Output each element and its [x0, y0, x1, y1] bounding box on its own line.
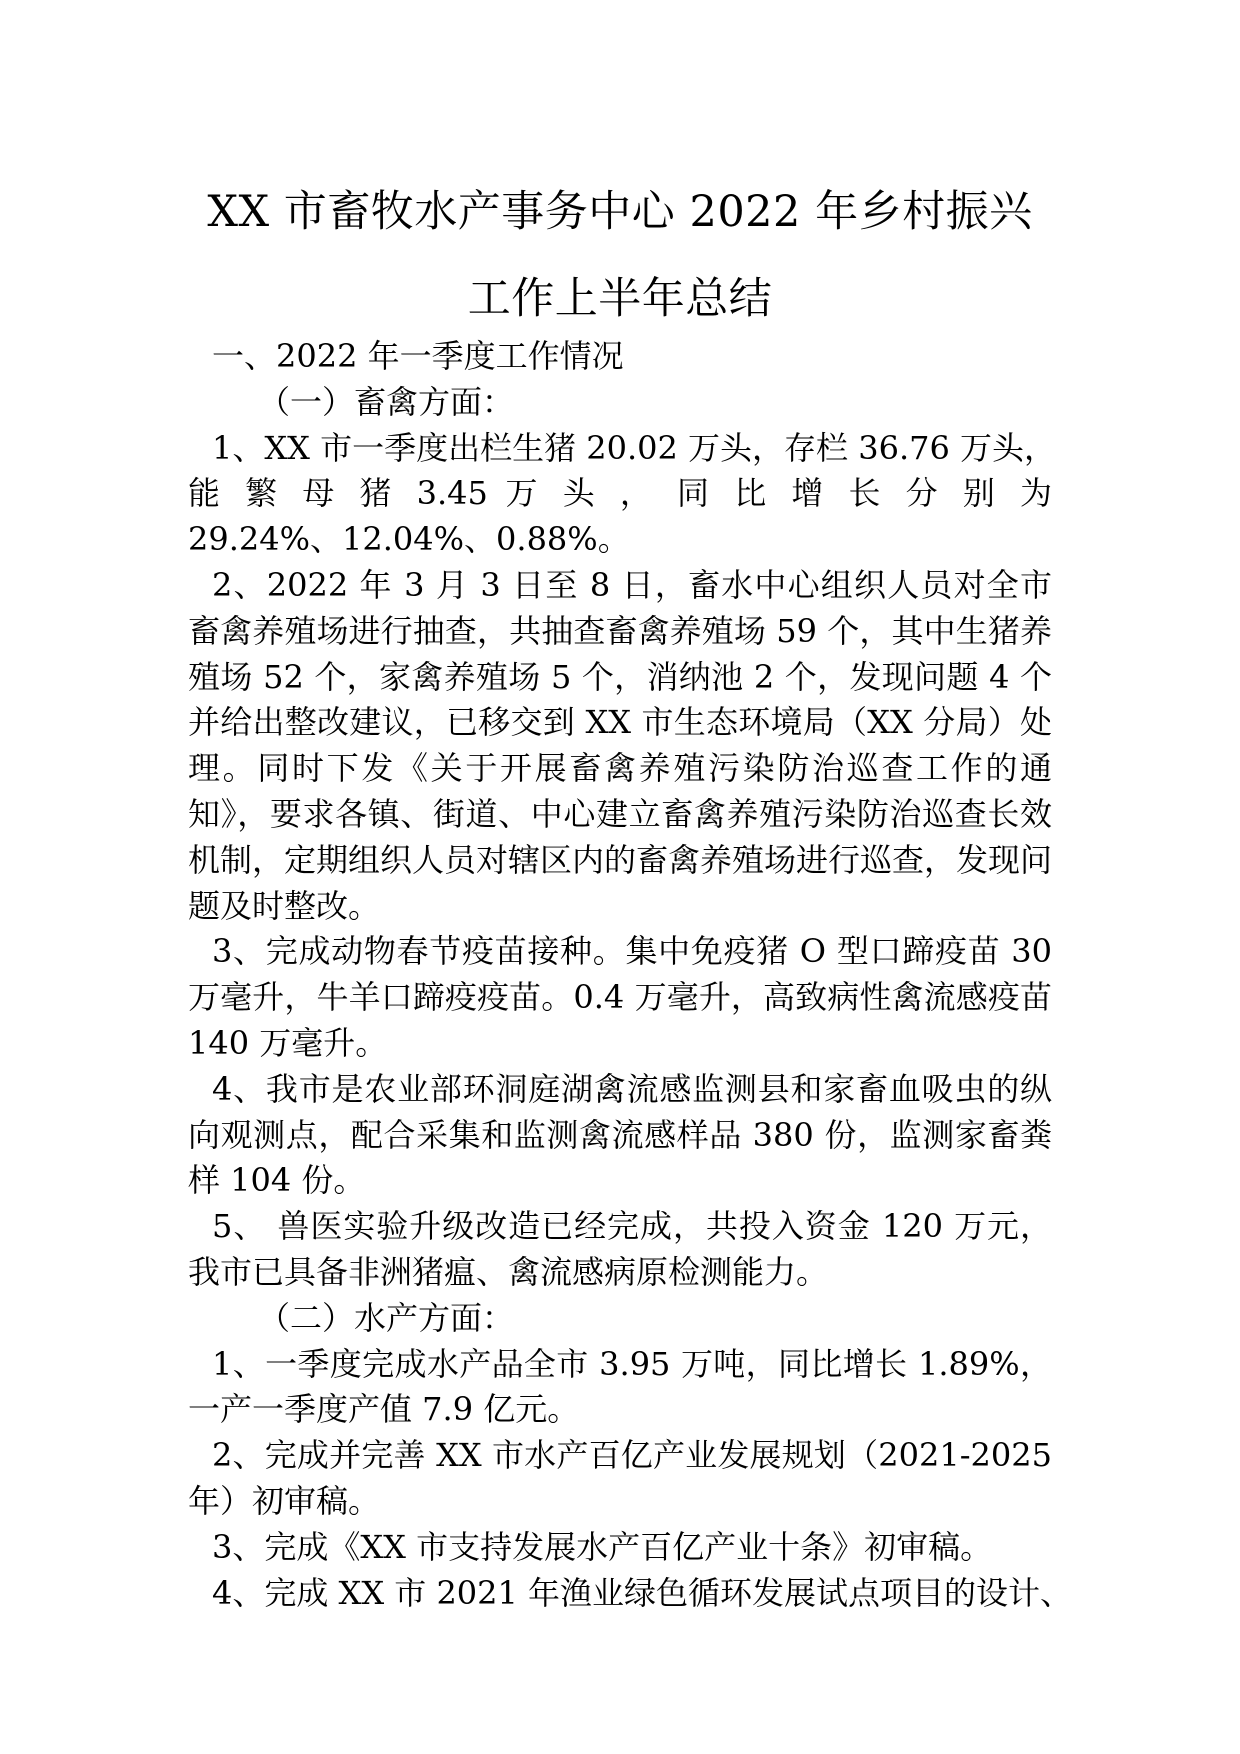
livestock-item-1-line-3: 29.24%、12.04%、0.88%。: [188, 520, 630, 559]
section-heading-1: 一、2022 年一季度工作情况: [212, 337, 624, 375]
document-body: [188, 334, 1073, 1616]
aquatic-item-1: 1、一季度完成水产品全市 3.95 万吨，同比增长 1.89%，一产一季度产值 7.9 亿元。: [188, 1344, 1052, 1429]
subsection-heading-aquatic: （二）水产方面：: [258, 1298, 515, 1337]
livestock-item-1-line-2: 能 繁 母 猪 3.45 万 头 ， 同 比 增 长 分 别 为: [188, 474, 1052, 513]
document-title-line-1: XX 市畜牧水产事务中心 2022 年乡村振兴: [207, 187, 1033, 237]
aquatic-item-2: 2、完成并完善 XX 市水产百亿产业发展规划（2021-2025 年）初审稿。: [188, 1436, 1052, 1520]
livestock-item-4: 4、我市是农业部环洞庭湖禽流感监测县和家畜血吸虫的纵向观测点，配合采集和监测禽流感样品 380 份，监测家畜粪样 104 份。: [188, 1069, 1052, 1200]
aquatic-item-4: 4、完成 XX 市 2021 年渔业绿色循环发展试点项目的设计、: [212, 1573, 1073, 1612]
livestock-item-3: 3、完成动物春节疫苗接种。集中免疫猪 O 型口蹄疫苗 30 万毫升，牛羊口蹄疫疫苗。0.4 万毫升，高致病性禽流感疫苗 140 万毫升。: [188, 932, 1052, 1062]
document-title-line-2: 工作上半年总结: [467, 274, 773, 324]
livestock-item-1-line-1: 1、XX 市一季度出栏生猪 20.02 万头，存栏 36.76 万头，: [212, 428, 1057, 467]
livestock-item-5: 5、 兽医实验升级改造已经完成，共投入资金 120 万元，我市已具备非洲猪瘟、禽流感病原检测能力。: [188, 1207, 1052, 1291]
subsection-heading-livestock: （一）畜禽方面：: [258, 382, 515, 421]
livestock-item-2: 2、2022 年 3 月 3 日至 8 日，畜水中心组织人员对全市畜禽养殖场进行抽查，共抽查畜禽养殖场 59 个，其中生猪养殖场 52 个，家禽养殖场 5 个，消纳池 2 个，发现问题 4 个并给出整改建议，已移交到 XX 市生态环境局（XX 分局）处理。同时下发《关于开展畜禽养殖污染防治巡查工作的通知》，要求各镇、街道、中心建立畜禽养殖污染防治巡查长效机制，定期组织人员对辖区内的畜禽养殖场进行巡查，发现问题及时整改。: [188, 565, 1053, 925]
aquatic-item-3: 3、完成《XX 市支持发展水产百亿产业十条》初审稿。: [212, 1527, 993, 1566]
